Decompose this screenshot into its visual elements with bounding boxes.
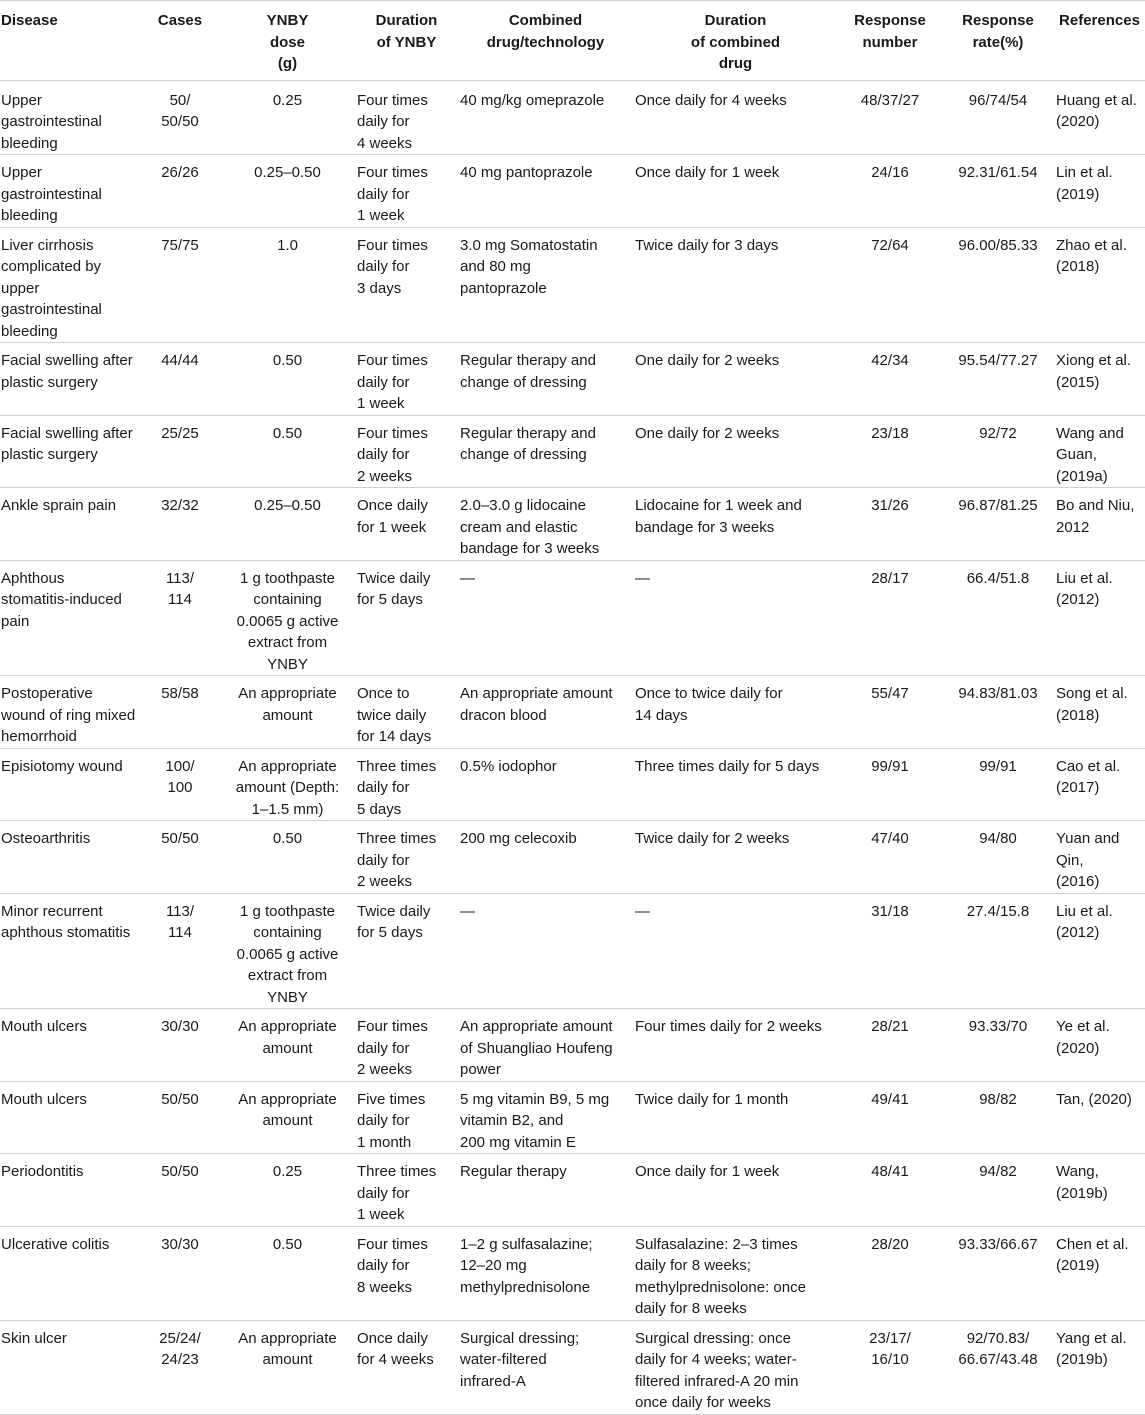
header-response-number: Response number: [838, 1, 942, 81]
table-row: [0, 1320, 1145, 1414]
table-row: [0, 1081, 1145, 1154]
cell-ynby-dose: An appropriate amount: [220, 1081, 355, 1154]
cell-disease: Mouth ulcers: [0, 1009, 140, 1082]
cell-combined-drug: 200 mg celecoxib: [458, 821, 633, 894]
cell-duration-ynby: Four times daily for 8 weeks: [355, 1226, 458, 1320]
cell-duration-ynby: Five times daily for 1 month: [355, 1081, 458, 1154]
cell-disease: Liver cirrhosis complicated by upper gastrointestinal bleeding: [0, 227, 140, 343]
cell-response-number: 48/37/27: [838, 80, 942, 155]
cell-reference: Zhao et al. (2018): [1054, 227, 1145, 343]
table-body: [0, 80, 1145, 1414]
cell-disease: Upper gastrointestinal bleeding: [0, 155, 140, 228]
cell-ynby-dose: 0.50: [220, 821, 355, 894]
cell-reference: Liu et al. (2012): [1054, 893, 1145, 1009]
cell-disease: Upper gastrointestinal bleeding: [0, 80, 140, 155]
cell-combined-drug: 1–2 g sulfasalazine; 12–20 mg methylprednisolone: [458, 1226, 633, 1320]
cell-response-number: 31/26: [838, 488, 942, 561]
cell-response-rate: 66.4/51.8: [942, 560, 1054, 676]
cell-cases: 113/ 114: [140, 560, 220, 676]
cell-ynby-dose: 0.25: [220, 1154, 355, 1227]
cell-cases: 32/32: [140, 488, 220, 561]
cell-cases: 100/ 100: [140, 748, 220, 821]
table-row: [0, 1226, 1145, 1320]
cell-duration-ynby: Three times daily for 1 week: [355, 1154, 458, 1227]
header-ynby-dose: YNBY dose (g): [220, 1, 355, 81]
cell-duration-combined: One daily for 2 weeks: [633, 415, 838, 488]
table-row: [0, 748, 1145, 821]
cell-reference: Cao et al. (2017): [1054, 748, 1145, 821]
cell-duration-combined: Twice daily for 3 days: [633, 227, 838, 343]
cell-ynby-dose: An appropriate amount (Depth: 1–1.5 mm): [220, 748, 355, 821]
cell-ynby-dose: 0.25–0.50: [220, 155, 355, 228]
cell-duration-ynby: Three times daily for 2 weeks: [355, 821, 458, 894]
cell-duration-combined: Once daily for 4 weeks: [633, 80, 838, 155]
cell-duration-combined: Three times daily for 5 days: [633, 748, 838, 821]
cell-cases: 50/50: [140, 1081, 220, 1154]
cell-response-number: 47/40: [838, 821, 942, 894]
cell-duration-ynby: Twice daily for 5 days: [355, 560, 458, 676]
cell-combined-drug: Regular therapy and change of dressing: [458, 415, 633, 488]
cell-cases: 50/50: [140, 1154, 220, 1227]
cell-disease: Aphthous stomatitis-induced pain: [0, 560, 140, 676]
header-combined-drug: Combined drug/technology: [458, 1, 633, 81]
cell-disease: Osteoarthritis: [0, 821, 140, 894]
cell-combined-drug: Regular therapy: [458, 1154, 633, 1227]
cell-cases: 50/50: [140, 821, 220, 894]
cell-response-rate: 99/91: [942, 748, 1054, 821]
cell-reference: Ye et al. (2020): [1054, 1009, 1145, 1082]
cell-cases: 25/25: [140, 415, 220, 488]
cell-reference: Tan, (2020): [1054, 1081, 1145, 1154]
cell-response-rate: 92/70.83/ 66.67/43.48: [942, 1320, 1054, 1414]
cell-disease: Ankle sprain pain: [0, 488, 140, 561]
cell-response-rate: 92.31/61.54: [942, 155, 1054, 228]
cell-duration-combined: Four times daily for 2 weeks: [633, 1009, 838, 1082]
cell-response-rate: 95.54/77.27: [942, 343, 1054, 416]
table-row: [0, 893, 1145, 1009]
cell-duration-combined: Lidocaine for 1 week and bandage for 3 weeks: [633, 488, 838, 561]
header-disease: Disease: [0, 1, 140, 81]
cell-duration-combined: Twice daily for 2 weeks: [633, 821, 838, 894]
cell-duration-ynby: Three times daily for 5 days: [355, 748, 458, 821]
cell-ynby-dose: An appropriate amount: [220, 676, 355, 749]
cell-response-rate: 92/72: [942, 415, 1054, 488]
table-row: [0, 155, 1145, 228]
cell-combined-drug: An appropriate amount dracon blood: [458, 676, 633, 749]
cell-reference: Song et al. (2018): [1054, 676, 1145, 749]
cell-cases: 50/ 50/50: [140, 80, 220, 155]
cell-response-number: 99/91: [838, 748, 942, 821]
cell-response-number: 28/17: [838, 560, 942, 676]
cell-duration-ynby: Twice daily for 5 days: [355, 893, 458, 1009]
cell-duration-ynby: Four times daily for 4 weeks: [355, 80, 458, 155]
cell-cases: 44/44: [140, 343, 220, 416]
cell-duration-ynby: Once to twice daily for 14 days: [355, 676, 458, 749]
cell-response-number: 28/21: [838, 1009, 942, 1082]
cell-response-number: 55/47: [838, 676, 942, 749]
cell-combined-drug: 0.5% iodophor: [458, 748, 633, 821]
cell-cases: 30/30: [140, 1009, 220, 1082]
cell-duration-ynby: Four times daily for 2 weeks: [355, 415, 458, 488]
cell-cases: 25/24/ 24/23: [140, 1320, 220, 1414]
cell-combined-drug: Surgical dressing; water-filtered infrared-A: [458, 1320, 633, 1414]
cell-disease: Minor recurrent aphthous stomatitis: [0, 893, 140, 1009]
cell-duration-combined: Surgical dressing: once daily for 4 weeks; water- filtered infrared-A 20 min once daily for weeks: [633, 1320, 838, 1414]
cell-cases: 58/58: [140, 676, 220, 749]
cell-response-rate: 94.83/81.03: [942, 676, 1054, 749]
cell-disease: Facial swelling after plastic surgery: [0, 343, 140, 416]
cell-response-rate: 94/82: [942, 1154, 1054, 1227]
cell-disease: Facial swelling after plastic surgery: [0, 415, 140, 488]
header-duration-combined: Duration of combined drug: [633, 1, 838, 81]
cell-duration-combined: —: [633, 893, 838, 1009]
cell-reference: Liu et al. (2012): [1054, 560, 1145, 676]
cell-duration-combined: Once daily for 1 week: [633, 1154, 838, 1227]
cell-response-rate: 96/74/54: [942, 80, 1054, 155]
cell-reference: Huang et al. (2020): [1054, 80, 1145, 155]
cell-response-number: 24/16: [838, 155, 942, 228]
cell-duration-combined: Once daily for 1 week: [633, 155, 838, 228]
cell-response-number: 42/34: [838, 343, 942, 416]
cell-duration-combined: One daily for 2 weeks: [633, 343, 838, 416]
cell-response-number: 49/41: [838, 1081, 942, 1154]
header-response-rate: Response rate(%): [942, 1, 1054, 81]
cell-disease: Postoperative wound of ring mixed hemorrhoid: [0, 676, 140, 749]
cell-ynby-dose: 1 g toothpaste containing 0.0065 g active extract from YNBY: [220, 893, 355, 1009]
cell-reference: Lin et al. (2019): [1054, 155, 1145, 228]
cell-reference: Yang et al. (2019b): [1054, 1320, 1145, 1414]
table-row: [0, 415, 1145, 488]
cell-cases: 26/26: [140, 155, 220, 228]
cell-disease: Periodontitis: [0, 1154, 140, 1227]
cell-duration-combined: Once to twice daily for 14 days: [633, 676, 838, 749]
cell-reference: Chen et al. (2019): [1054, 1226, 1145, 1320]
cell-combined-drug: 40 mg/kg omeprazole: [458, 80, 633, 155]
cell-reference: Yuan and Qin, (2016): [1054, 821, 1145, 894]
cell-cases: 113/ 114: [140, 893, 220, 1009]
table-row: [0, 1009, 1145, 1082]
cell-disease: Mouth ulcers: [0, 1081, 140, 1154]
cell-duration-ynby: Once daily for 1 week: [355, 488, 458, 561]
cell-response-number: 28/20: [838, 1226, 942, 1320]
cell-ynby-dose: 0.50: [220, 1226, 355, 1320]
cell-combined-drug: —: [458, 560, 633, 676]
table-row: [0, 488, 1145, 561]
cell-ynby-dose: 0.50: [220, 343, 355, 416]
header-cases: Cases: [140, 1, 220, 81]
table-row: [0, 560, 1145, 676]
cell-combined-drug: 40 mg pantoprazole: [458, 155, 633, 228]
cell-reference: Wang, (2019b): [1054, 1154, 1145, 1227]
cell-response-rate: 27.4/15.8: [942, 893, 1054, 1009]
cell-duration-ynby: Four times daily for 1 week: [355, 155, 458, 228]
cell-duration-ynby: Four times daily for 1 week: [355, 343, 458, 416]
table-row: [0, 80, 1145, 155]
cell-response-rate: 96.00/85.33: [942, 227, 1054, 343]
cell-reference: Bo and Niu, 2012: [1054, 488, 1145, 561]
cell-ynby-dose: An appropriate amount: [220, 1320, 355, 1414]
table-row: [0, 227, 1145, 343]
cell-reference: Wang and Guan, (2019a): [1054, 415, 1145, 488]
cell-response-number: 23/17/ 16/10: [838, 1320, 942, 1414]
cell-response-number: 23/18: [838, 415, 942, 488]
cell-combined-drug: Regular therapy and change of dressing: [458, 343, 633, 416]
cell-disease: Ulcerative colitis: [0, 1226, 140, 1320]
cell-duration-combined: Sulfasalazine: 2–3 times daily for 8 weeks; methylprednisolone: once daily for 8 weeks: [633, 1226, 838, 1320]
cell-duration-combined: Twice daily for 1 month: [633, 1081, 838, 1154]
cell-combined-drug: 5 mg vitamin B9, 5 mg vitamin B2, and 200 mg vitamin E: [458, 1081, 633, 1154]
cell-duration-ynby: Four times daily for 3 days: [355, 227, 458, 343]
cell-ynby-dose: 1.0: [220, 227, 355, 343]
cell-ynby-dose: 0.50: [220, 415, 355, 488]
table-row: [0, 1154, 1145, 1227]
table-row: [0, 676, 1145, 749]
header-duration-ynby: Duration of YNBY: [355, 1, 458, 81]
cell-combined-drug: An appropriate amount of Shuangliao Houfeng power: [458, 1009, 633, 1082]
cell-response-rate: 93.33/66.67: [942, 1226, 1054, 1320]
cell-combined-drug: 2.0–3.0 g lidocaine cream and elastic bandage for 3 weeks: [458, 488, 633, 561]
cell-response-rate: 98/82: [942, 1081, 1054, 1154]
cell-combined-drug: 3.0 mg Somatostatin and 80 mg pantoprazole: [458, 227, 633, 343]
cell-cases: 75/75: [140, 227, 220, 343]
cell-ynby-dose: 0.25–0.50: [220, 488, 355, 561]
cell-response-rate: 93.33/70: [942, 1009, 1054, 1082]
header-row: [0, 1, 1145, 81]
cell-response-rate: 94/80: [942, 821, 1054, 894]
cell-cases: 30/30: [140, 1226, 220, 1320]
cell-response-rate: 96.87/81.25: [942, 488, 1054, 561]
cell-response-number: 48/41: [838, 1154, 942, 1227]
cell-reference: Xiong et al. (2015): [1054, 343, 1145, 416]
cell-ynby-dose: 1 g toothpaste containing 0.0065 g active extract from YNBY: [220, 560, 355, 676]
table-row: [0, 343, 1145, 416]
cell-duration-combined: —: [633, 560, 838, 676]
cell-response-number: 31/18: [838, 893, 942, 1009]
cell-disease: Skin ulcer: [0, 1320, 140, 1414]
cell-duration-ynby: Once daily for 4 weeks: [355, 1320, 458, 1414]
cell-duration-ynby: Four times daily for 2 weeks: [355, 1009, 458, 1082]
cell-ynby-dose: 0.25: [220, 80, 355, 155]
header-references: References: [1054, 1, 1145, 81]
cell-ynby-dose: An appropriate amount: [220, 1009, 355, 1082]
cell-combined-drug: —: [458, 893, 633, 1009]
cell-disease: Episiotomy wound: [0, 748, 140, 821]
table-row: [0, 821, 1145, 894]
cell-response-number: 72/64: [838, 227, 942, 343]
